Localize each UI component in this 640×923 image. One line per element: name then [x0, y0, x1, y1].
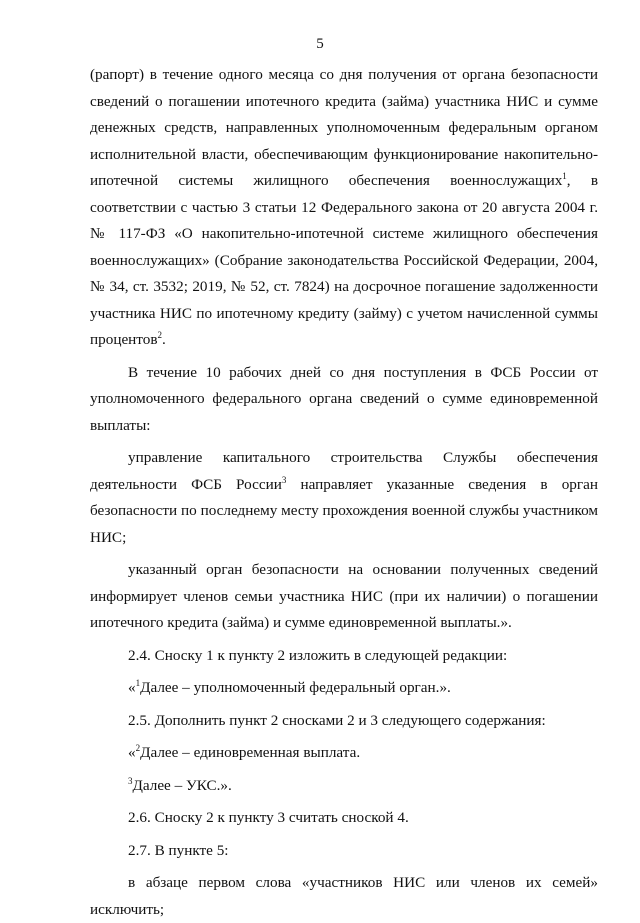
paragraph-footnote-1-text — [90, 675, 598, 702]
paragraph-text: управление капитального строительства Службы обеспечения деятельности ФСБ России — [90, 449, 598, 493]
paragraph-text: Далее – УКС.». — [132, 776, 232, 794]
paragraph-text: (рапорт) в течение одного месяца со дня получения от органа безопасности сведений о погашении ипотечного кредита (займа) участника НИС и сумме денежных средств, направленных уполномоченным федеральным органом исполнительной власти, обеспечивающим функционирование накопительно-ипотечной системы жилищного обеспечения военнослужащих — [90, 66, 598, 189]
footnote-marker: 3 — [128, 775, 133, 786]
quote-open: « — [128, 679, 136, 696]
paragraph-2-5: 2.5. Дополнить пункт 2 сносками 2 и 3 следующего содержания: — [128, 711, 546, 729]
paragraph-footnote-2-text — [90, 740, 598, 767]
paragraph-security-body-informs: указанный орган безопасности на основании полученных сведений информирует членов семьи участника НИС (при их наличии) о погашении ипотечного кредита (займа) и сумме единовременной выплаты.». — [90, 561, 598, 631]
paragraph-within-10-days: В течение 10 рабочих дней со дня поступления в ФСБ России от уполномоченного федерального органа сведений о сумме единовременной выплаты: — [90, 363, 598, 434]
document-body — [90, 62, 598, 923]
paragraph-construction-department — [90, 445, 598, 551]
footnote-marker: 2 — [135, 742, 141, 753]
paragraph-2-6: 2.6. Сноску 2 к пункту 3 считать сноской 4. — [128, 809, 409, 826]
paragraph-text: . — [162, 331, 166, 348]
paragraph-first-abzac: в абзаце первом слова «участников НИС или членов их семей» исключить; — [90, 874, 598, 918]
paragraph-footnote-3-text — [90, 773, 598, 800]
footnote-marker: 2 — [157, 329, 163, 340]
paragraph-text: , в соответствии с частью 3 статьи 12 Федерального закона от 20 августа 2004 г. № 117-ФЗ «О накопительно-ипотечной системе жилищного обеспечения военнослужащих» (Собрание законодательства Российской Федерации, 2004, № 34, ст. 3532; 2019, № 52, ст. 7824) на досрочное погашение задолженности участника НИС по ипотечному кредиту (займу) с учетом начисленной суммы процентов — [90, 172, 598, 348]
paragraph-2-4: 2.4. Сноску 1 к пункту 2 изложить в следующей редакции: — [128, 646, 508, 664]
paragraph-2-7: 2.7. В пункте 5: — [128, 841, 229, 859]
page-number: 5 — [316, 36, 324, 52]
quote-open: « — [128, 744, 136, 761]
footnote-marker: 1 — [562, 170, 567, 181]
paragraph-text: Далее – единовременная выплата. — [140, 744, 361, 761]
paragraph-text: направляет указанные сведения в орган безопасности по последнему месту прохождения военной службы участником НИС; — [90, 475, 598, 546]
footnote-marker: 3 — [281, 474, 287, 485]
paragraph-report — [90, 62, 598, 354]
paragraph-text: Далее – уполномоченный федеральный орган.». — [140, 679, 451, 696]
footnote-marker: 1 — [135, 677, 141, 688]
